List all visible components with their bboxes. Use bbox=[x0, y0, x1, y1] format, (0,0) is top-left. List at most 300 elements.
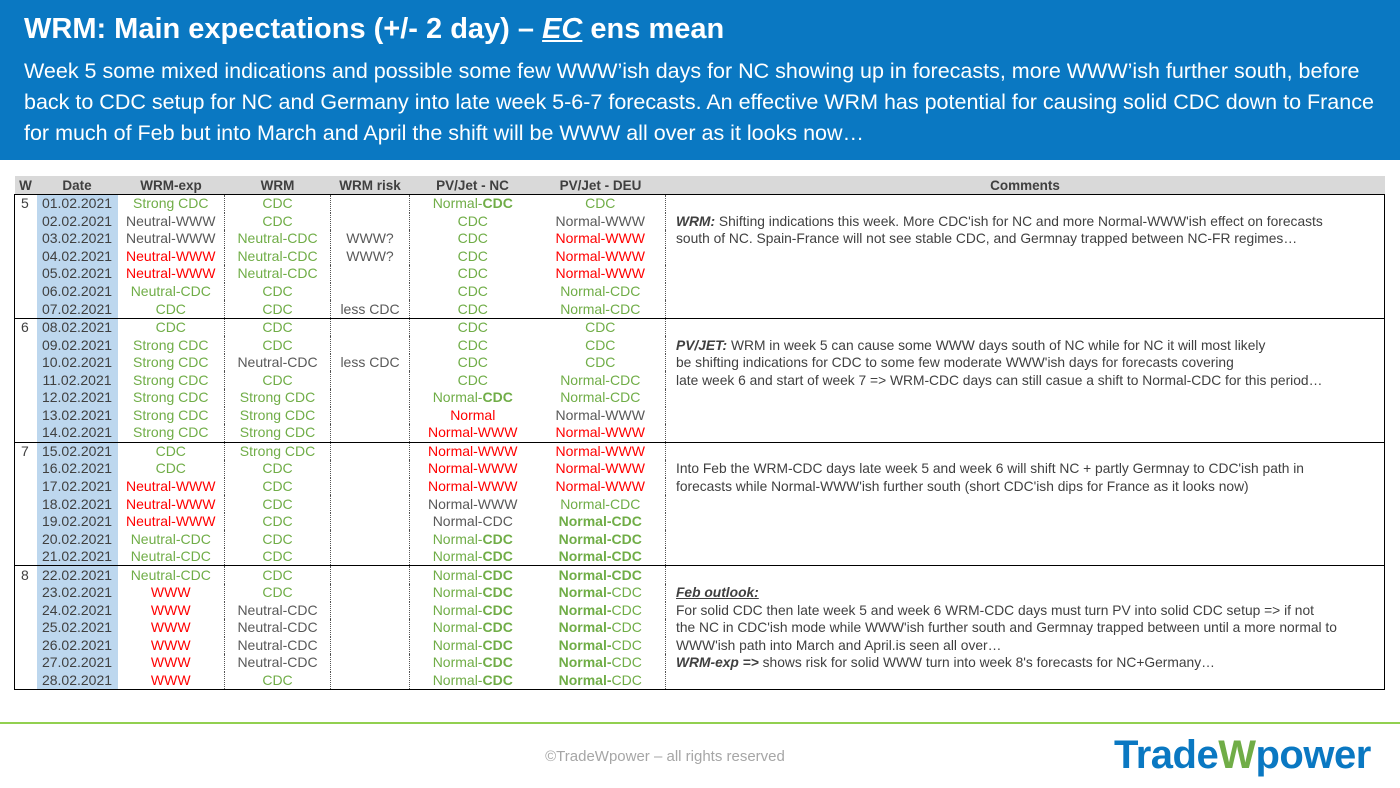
date-cell bbox=[37, 495, 118, 513]
pv-jet-nc-cell bbox=[410, 336, 536, 354]
title-prefix: WRM: Main expectations (+/- 2 day) – bbox=[24, 13, 543, 45]
wrm-exp-value: CDC bbox=[155, 300, 186, 317]
comment-cell bbox=[666, 548, 1385, 566]
table-row bbox=[15, 424, 1385, 442]
pv-jet-nc-value: CDC bbox=[457, 230, 488, 247]
wrm-exp-value: WWW bbox=[150, 584, 191, 601]
date-value: 13.02.2021 bbox=[41, 406, 113, 423]
wrm-risk-cell bbox=[331, 566, 410, 584]
date-value: 06.02.2021 bbox=[41, 283, 113, 299]
pv-jet-deu-value: CDC bbox=[585, 319, 616, 336]
week-cell bbox=[15, 354, 37, 372]
date-cell bbox=[37, 195, 118, 213]
pv-jet-deu-bold: Normal- bbox=[558, 584, 612, 601]
pv-jet-nc-value: Normal-CDC bbox=[432, 513, 513, 530]
logo-trade: Trade bbox=[1114, 733, 1219, 777]
table-row bbox=[15, 300, 1385, 318]
table-header-row bbox=[15, 176, 1385, 195]
wrm-value: CDC bbox=[262, 672, 293, 689]
wrm-exp-value: Strong CDC bbox=[133, 424, 209, 441]
wrm-risk-cell bbox=[331, 672, 410, 690]
comment-cell bbox=[666, 637, 1385, 655]
week-cell bbox=[15, 619, 37, 637]
pv-jet-deu-value: Normal-CDC bbox=[560, 300, 641, 317]
table-row bbox=[15, 495, 1385, 513]
pv-jet-nc-value: Normal- bbox=[432, 530, 483, 547]
comment-cell bbox=[666, 354, 1385, 372]
table-row bbox=[15, 230, 1385, 248]
week-cell bbox=[15, 248, 37, 266]
wrm-cell bbox=[225, 602, 331, 620]
pv-jet-nc-cell bbox=[410, 389, 536, 407]
comment-cell bbox=[666, 602, 1385, 620]
pv-jet-deu-value: Normal-CDC bbox=[560, 371, 641, 388]
pv-jet-nc-cell bbox=[410, 442, 536, 460]
table-row bbox=[15, 513, 1385, 531]
date-value: 04.02.2021 bbox=[41, 247, 113, 264]
pv-jet-nc-value: Normal-WWW bbox=[428, 442, 518, 459]
comment-cell bbox=[666, 530, 1385, 548]
comment-label: PV/JET: bbox=[676, 337, 728, 353]
date-value: 09.02.2021 bbox=[41, 336, 113, 353]
pv-jet-deu-bold: Normal-CDC bbox=[558, 566, 642, 583]
wrm-exp-value: Strong CDC bbox=[133, 371, 209, 388]
wrm-exp-cell bbox=[118, 602, 225, 620]
pv-jet-nc-bold: CDC bbox=[482, 195, 513, 212]
pv-jet-nc-cell bbox=[410, 566, 536, 584]
wrm-exp-value: Neutral-CDC bbox=[130, 566, 211, 583]
week-cell bbox=[15, 637, 37, 655]
wrm-cell bbox=[225, 513, 331, 531]
logo-power: power bbox=[1255, 733, 1371, 777]
wrm-exp-value: Neutral-WWW bbox=[126, 212, 216, 229]
table-row bbox=[15, 195, 1385, 213]
table-row bbox=[15, 548, 1385, 566]
pv-jet-deu-cell bbox=[536, 672, 666, 690]
week-number: 7 bbox=[21, 442, 29, 459]
wrm-exp-cell bbox=[118, 265, 225, 283]
date-cell bbox=[37, 672, 118, 690]
wrm-risk-cell bbox=[331, 336, 410, 354]
wrm-cell bbox=[225, 460, 331, 478]
comment-cell bbox=[666, 265, 1385, 283]
wrm-exp-value: CDC bbox=[155, 442, 186, 459]
pv-jet-nc-cell bbox=[410, 230, 536, 248]
wrm-cell bbox=[225, 530, 331, 548]
date-cell bbox=[37, 354, 118, 372]
wrm-exp-value: Neutral-WWW bbox=[126, 495, 216, 512]
date-value: 08.02.2021 bbox=[41, 319, 113, 336]
date-value: 19.02.2021 bbox=[41, 513, 113, 530]
table-row bbox=[15, 530, 1385, 548]
wrm-exp-value: Strong CDC bbox=[133, 389, 209, 406]
comment-cell bbox=[666, 584, 1385, 602]
wrm-exp-cell bbox=[118, 336, 225, 354]
wrm-exp-cell bbox=[118, 300, 225, 318]
wrm-exp-value: WWW bbox=[150, 654, 191, 671]
pv-jet-nc-value: Normal bbox=[450, 406, 496, 423]
wrm-value: CDC bbox=[262, 195, 293, 212]
date-value: 17.02.2021 bbox=[41, 478, 113, 495]
pv-jet-nc-cell bbox=[410, 354, 536, 372]
pv-jet-deu-bold: Normal- bbox=[558, 601, 612, 618]
pv-jet-nc-value: Normal-WWW bbox=[428, 495, 518, 512]
table-row bbox=[15, 584, 1385, 602]
pv-jet-deu-value: Normal-WWW bbox=[555, 442, 645, 459]
comment-cell bbox=[666, 230, 1385, 248]
pv-jet-deu-suffix: CDC bbox=[611, 636, 642, 653]
wrm-risk-cell bbox=[331, 460, 410, 478]
wrm-value: Neutral-CDC bbox=[237, 636, 318, 653]
comment-cell bbox=[666, 566, 1385, 584]
table-row bbox=[15, 442, 1385, 460]
wrm-exp-cell bbox=[118, 619, 225, 637]
table-row bbox=[15, 265, 1385, 283]
copyright-text: ©TradeWpower – all rights reserved bbox=[545, 748, 785, 765]
wrm-exp-cell bbox=[118, 513, 225, 531]
week-cell bbox=[15, 530, 37, 548]
col-header-wrm-risk: WRM risk bbox=[331, 176, 410, 195]
week-cell bbox=[15, 566, 37, 584]
wrm-value: CDC bbox=[262, 319, 293, 336]
date-cell bbox=[37, 424, 118, 442]
wrm-cell bbox=[225, 213, 331, 231]
wrm-value: CDC bbox=[262, 212, 293, 229]
wrm-exp-value: Strong CDC bbox=[133, 195, 209, 212]
pv-jet-deu-value: Normal-WWW bbox=[555, 406, 645, 423]
week-cell bbox=[15, 389, 37, 407]
pv-jet-nc-cell bbox=[410, 619, 536, 637]
pv-jet-nc-cell bbox=[410, 584, 536, 602]
pv-jet-nc-value: Normal- bbox=[432, 636, 483, 653]
pv-jet-deu-value: Normal-WWW bbox=[555, 212, 645, 229]
date-value: 23.02.2021 bbox=[41, 584, 113, 601]
week-cell bbox=[15, 548, 37, 566]
wrm-exp-cell bbox=[118, 354, 225, 372]
table-row bbox=[15, 619, 1385, 637]
table-row bbox=[15, 654, 1385, 672]
wrm-exp-cell bbox=[118, 566, 225, 584]
pv-jet-deu-bold: Normal-CDC bbox=[558, 513, 642, 530]
pv-jet-nc-value: Normal-WWW bbox=[428, 424, 518, 441]
wrm-value: CDC bbox=[262, 478, 293, 495]
date-value: 18.02.2021 bbox=[41, 495, 113, 512]
wrm-value: Strong CDC bbox=[239, 442, 316, 459]
table-body bbox=[15, 195, 1385, 690]
week-cell bbox=[15, 265, 37, 283]
title-suffix: ens mean bbox=[582, 13, 725, 45]
wrm-exp-cell bbox=[118, 407, 225, 425]
pv-jet-deu-cell bbox=[536, 442, 666, 460]
date-cell bbox=[37, 213, 118, 231]
pv-jet-nc-value: Normal- bbox=[432, 195, 483, 212]
pv-jet-deu-cell bbox=[536, 265, 666, 283]
wrm-cell bbox=[225, 442, 331, 460]
pv-jet-nc-bold: CDC bbox=[482, 601, 513, 618]
pv-jet-nc-cell bbox=[410, 424, 536, 442]
pv-jet-nc-cell bbox=[410, 495, 536, 513]
wrm-exp-cell bbox=[118, 248, 225, 266]
wrm-exp-value: WWW bbox=[150, 619, 191, 636]
pv-jet-nc-value: Normal- bbox=[432, 389, 483, 406]
week-cell bbox=[15, 513, 37, 531]
date-value: 26.02.2021 bbox=[41, 636, 113, 653]
date-cell bbox=[37, 389, 118, 407]
pv-jet-deu-cell bbox=[536, 336, 666, 354]
pv-jet-deu-cell bbox=[536, 530, 666, 548]
wrm-risk-value: WWW? bbox=[346, 247, 394, 264]
date-cell bbox=[37, 530, 118, 548]
pv-jet-nc-value: CDC bbox=[457, 212, 488, 229]
col-header-w: W bbox=[15, 176, 37, 195]
pv-jet-nc-cell bbox=[410, 265, 536, 283]
comment-cell bbox=[666, 407, 1385, 425]
comment-text: forecasts while Normal-WWW'ish further south (short CDC'ish dips for France as it looks now) bbox=[676, 479, 1249, 495]
pv-jet-deu-value: Normal-WWW bbox=[555, 230, 645, 247]
table-row bbox=[15, 336, 1385, 354]
wrm-exp-value: Neutral-WWW bbox=[126, 265, 216, 282]
wrm-value: Neutral-CDC bbox=[237, 601, 318, 618]
pv-jet-nc-value: CDC bbox=[457, 247, 488, 264]
pv-jet-nc-bold: CDC bbox=[482, 619, 513, 636]
pv-jet-nc-cell bbox=[410, 460, 536, 478]
comment-cell bbox=[666, 213, 1385, 231]
pv-jet-nc-value: CDC bbox=[457, 354, 488, 371]
pv-jet-deu-cell bbox=[536, 407, 666, 425]
col-header-pv-jet-nc: PV/Jet - NC bbox=[410, 176, 536, 195]
wrm-risk-cell bbox=[331, 548, 410, 566]
date-cell bbox=[37, 248, 118, 266]
week-cell bbox=[15, 584, 37, 602]
date-value: 25.02.2021 bbox=[41, 619, 113, 636]
pv-jet-nc-cell bbox=[410, 283, 536, 301]
wrm-cell bbox=[225, 654, 331, 672]
pv-jet-deu-value: CDC bbox=[585, 354, 616, 371]
col-header-wrm-exp: WRM-exp bbox=[118, 176, 225, 195]
wrm-risk-cell bbox=[331, 619, 410, 637]
comment-cell bbox=[666, 672, 1385, 690]
pv-jet-nc-bold: CDC bbox=[482, 672, 513, 689]
date-cell bbox=[37, 300, 118, 318]
wrm-exp-cell bbox=[118, 424, 225, 442]
pv-jet-deu-cell bbox=[536, 300, 666, 318]
wrm-value: CDC bbox=[262, 548, 293, 565]
pv-jet-nc-cell bbox=[410, 407, 536, 425]
date-cell bbox=[37, 442, 118, 460]
date-value: 07.02.2021 bbox=[41, 300, 113, 317]
pv-jet-nc-value: Normal- bbox=[432, 619, 483, 636]
pv-jet-nc-value: Normal- bbox=[432, 584, 483, 601]
wrm-value: Neutral-CDC bbox=[237, 230, 318, 247]
pv-jet-nc-value: Normal-WWW bbox=[428, 478, 518, 495]
wrm-value: Neutral-CDC bbox=[237, 619, 318, 636]
date-cell bbox=[37, 478, 118, 496]
wrm-risk-cell bbox=[331, 654, 410, 672]
pv-jet-deu-bold: Normal-CDC bbox=[558, 530, 642, 547]
date-cell bbox=[37, 548, 118, 566]
comment-cell bbox=[666, 513, 1385, 531]
pv-jet-deu-value: CDC bbox=[585, 195, 616, 212]
wrm-value: Neutral-CDC bbox=[237, 247, 318, 264]
wrm-cell bbox=[225, 336, 331, 354]
table-row bbox=[15, 566, 1385, 584]
wrm-value: CDC bbox=[262, 495, 293, 512]
date-value: 27.02.2021 bbox=[41, 654, 113, 671]
comment-cell bbox=[666, 460, 1385, 478]
date-value: 24.02.2021 bbox=[41, 601, 113, 618]
wrm-value: Strong CDC bbox=[239, 389, 316, 406]
pv-jet-nc-cell bbox=[410, 602, 536, 620]
pv-jet-nc-cell bbox=[410, 248, 536, 266]
pv-jet-nc-bold: CDC bbox=[482, 389, 513, 406]
comment-cell bbox=[666, 371, 1385, 389]
pv-jet-nc-value: CDC bbox=[457, 300, 488, 317]
wrm-exp-cell bbox=[118, 371, 225, 389]
wrm-exp-cell bbox=[118, 548, 225, 566]
pv-jet-deu-bold: Normal- bbox=[558, 636, 612, 653]
pv-jet-deu-value: Normal-CDC bbox=[560, 495, 641, 512]
pv-jet-nc-value: Normal-WWW bbox=[428, 460, 518, 477]
pv-jet-deu-cell bbox=[536, 654, 666, 672]
wrm-risk-cell bbox=[331, 265, 410, 283]
forecast-table bbox=[14, 176, 1385, 690]
wrm-exp-cell bbox=[118, 283, 225, 301]
col-header-comments: Comments bbox=[666, 176, 1385, 195]
wrm-exp-value: Neutral-WWW bbox=[126, 247, 216, 264]
pv-jet-deu-suffix: CDC bbox=[611, 601, 642, 618]
wrm-cell bbox=[225, 478, 331, 496]
tradewpower-logo bbox=[1114, 733, 1371, 778]
wrm-exp-cell bbox=[118, 460, 225, 478]
date-cell bbox=[37, 619, 118, 637]
pv-jet-deu-cell bbox=[536, 354, 666, 372]
pv-jet-nc-value: Normal- bbox=[432, 672, 483, 689]
table-row bbox=[15, 478, 1385, 496]
date-value: 10.02.2021 bbox=[41, 354, 113, 371]
pv-jet-deu-value: Normal-WWW bbox=[555, 265, 645, 282]
date-cell bbox=[37, 283, 118, 301]
wrm-cell bbox=[225, 672, 331, 690]
wrm-exp-value: Strong CDC bbox=[133, 406, 209, 423]
wrm-cell bbox=[225, 424, 331, 442]
wrm-exp-value: Neutral-WWW bbox=[126, 513, 216, 530]
date-cell bbox=[37, 566, 118, 584]
title-ec: EC bbox=[542, 13, 583, 45]
pv-jet-nc-cell bbox=[410, 195, 536, 213]
table-row bbox=[15, 672, 1385, 690]
wrm-exp-cell bbox=[118, 478, 225, 496]
date-value: 15.02.2021 bbox=[41, 442, 113, 459]
date-value: 21.02.2021 bbox=[41, 548, 113, 565]
wrm-value: Neutral-CDC bbox=[237, 654, 318, 671]
comment-label: WRM-exp => bbox=[676, 655, 759, 671]
pv-jet-deu-suffix: CDC bbox=[611, 672, 642, 689]
table-row bbox=[15, 318, 1385, 336]
table-row bbox=[15, 460, 1385, 478]
wrm-value: Neutral-CDC bbox=[237, 265, 318, 282]
date-value: 12.02.2021 bbox=[41, 389, 113, 406]
wrm-risk-cell bbox=[331, 389, 410, 407]
wrm-risk-cell bbox=[331, 354, 410, 372]
date-cell bbox=[37, 654, 118, 672]
wrm-exp-value: WWW bbox=[150, 672, 191, 689]
week-cell bbox=[15, 495, 37, 513]
pv-jet-nc-cell bbox=[410, 637, 536, 655]
page-subtitle: Week 5 some mixed indications and possible some few WWW’ish days for NC showing up in forecasts, more WWW’ish further south, before back to CDC setup for NC and Germany into late week 5-6-7 forecasts. An effective WRM has potential for causing solid CDC down to France for much of Feb but into March and April the shift will be WWW all over as it looks now… bbox=[24, 59, 1374, 145]
comment-cell bbox=[666, 283, 1385, 301]
date-cell bbox=[37, 602, 118, 620]
pv-jet-nc-value: CDC bbox=[457, 319, 488, 336]
wrm-risk-cell bbox=[331, 637, 410, 655]
wrm-value: CDC bbox=[262, 513, 293, 530]
comment-cell bbox=[666, 248, 1385, 266]
pv-jet-nc-value: Normal- bbox=[432, 566, 483, 583]
wrm-exp-cell bbox=[118, 230, 225, 248]
date-cell bbox=[37, 407, 118, 425]
wrm-risk-cell bbox=[331, 407, 410, 425]
wrm-exp-cell bbox=[118, 495, 225, 513]
pv-jet-nc-value: Normal- bbox=[432, 601, 483, 618]
wrm-exp-value: Neutral-CDC bbox=[130, 548, 211, 565]
comment-cell bbox=[666, 654, 1385, 672]
week-cell bbox=[15, 602, 37, 620]
comment-text: WWW'ish path into March and April.is seen all over… bbox=[676, 637, 1002, 653]
pv-jet-nc-value: CDC bbox=[457, 336, 488, 353]
week-cell bbox=[15, 283, 37, 301]
wrm-exp-value: Strong CDC bbox=[133, 354, 209, 371]
wrm-exp-cell bbox=[118, 654, 225, 672]
pv-jet-deu-cell bbox=[536, 602, 666, 620]
pv-jet-deu-cell bbox=[536, 248, 666, 266]
pv-jet-nc-bold: CDC bbox=[482, 654, 513, 671]
date-value: 28.02.2021 bbox=[41, 672, 113, 689]
comment-text: south of NC. Spain-France will not see stable CDC, and Germnay trapped between NC-FR regimes… bbox=[676, 231, 1298, 247]
wrm-cell bbox=[225, 407, 331, 425]
wrm-risk-cell bbox=[331, 213, 410, 231]
col-header-wrm: WRM bbox=[225, 176, 331, 195]
comment-text: late week 6 and start of week 7 => WRM-CDC days can still casue a shift to Normal-CDC for this period… bbox=[676, 372, 1323, 388]
wrm-risk-cell bbox=[331, 248, 410, 266]
wrm-risk-cell bbox=[331, 530, 410, 548]
wrm-cell bbox=[225, 619, 331, 637]
forecast-table-container bbox=[14, 176, 1384, 690]
wrm-risk-value: WWW? bbox=[346, 230, 394, 247]
pv-jet-deu-cell bbox=[536, 213, 666, 231]
pv-jet-deu-bold: Normal- bbox=[558, 619, 612, 636]
week-cell bbox=[15, 195, 37, 213]
wrm-cell bbox=[225, 354, 331, 372]
pv-jet-deu-cell bbox=[536, 195, 666, 213]
pv-jet-nc-cell bbox=[410, 371, 536, 389]
comment-cell bbox=[666, 442, 1385, 460]
pv-jet-nc-cell bbox=[410, 513, 536, 531]
date-cell bbox=[37, 230, 118, 248]
date-value: 20.02.2021 bbox=[41, 530, 113, 547]
wrm-risk-cell bbox=[331, 195, 410, 213]
comment-text: the NC in CDC'ish mode while WWW'ish further south and Germnay trapped between until a more normal to bbox=[676, 620, 1337, 636]
wrm-cell bbox=[225, 318, 331, 336]
pv-jet-deu-cell bbox=[536, 230, 666, 248]
pv-jet-deu-cell bbox=[536, 548, 666, 566]
week-cell bbox=[15, 407, 37, 425]
week-cell bbox=[15, 230, 37, 248]
wrm-exp-cell bbox=[118, 672, 225, 690]
col-header-date: Date bbox=[37, 176, 118, 195]
footer-divider bbox=[0, 722, 1400, 724]
pv-jet-deu-value: Normal-WWW bbox=[555, 424, 645, 441]
wrm-risk-cell bbox=[331, 442, 410, 460]
week-cell bbox=[15, 213, 37, 231]
